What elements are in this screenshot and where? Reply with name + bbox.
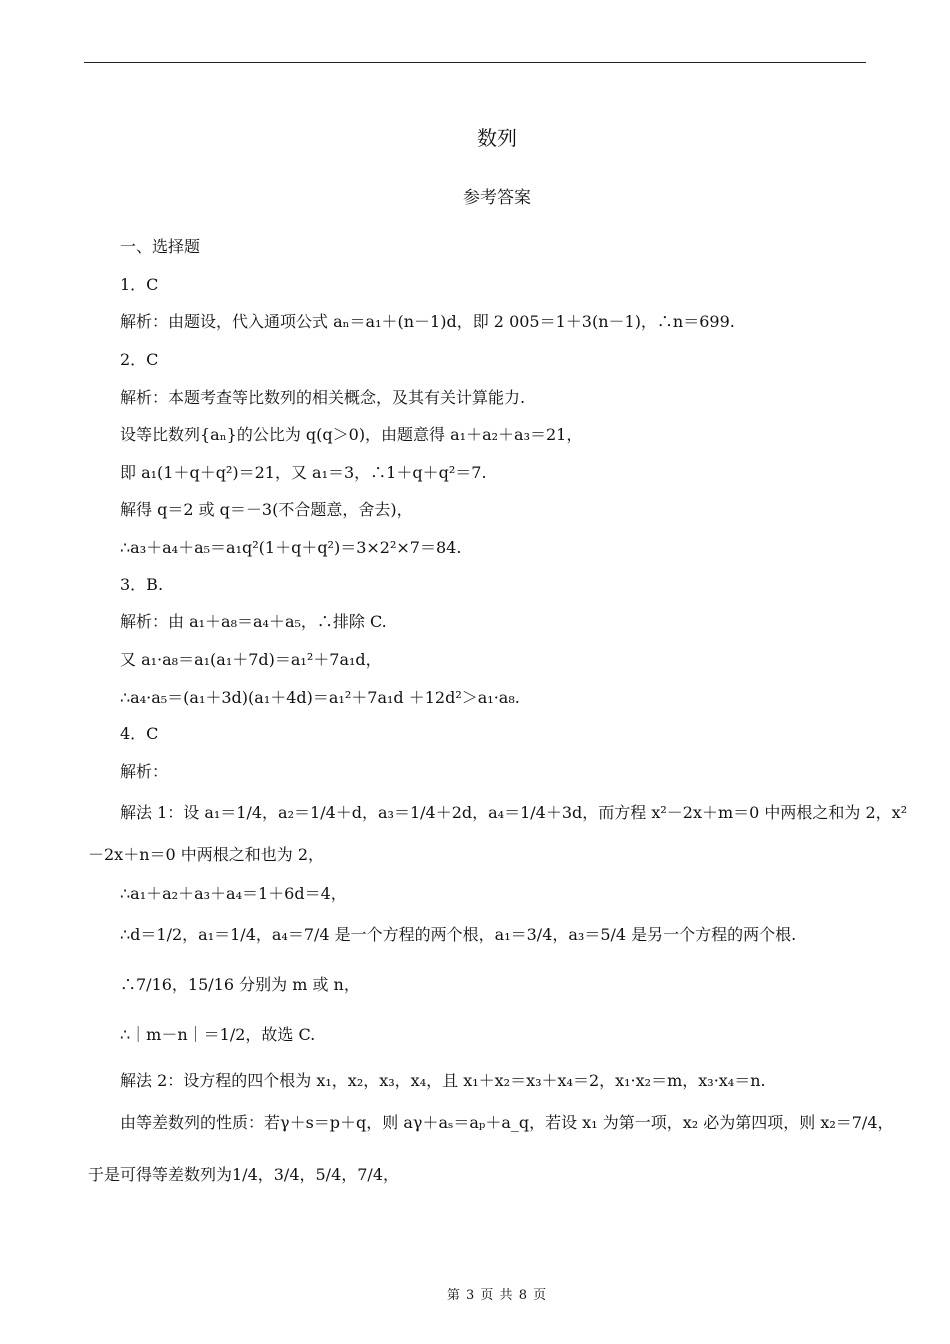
q4-method1-line: ∴d＝1/2，a₁＝1/4，a₄＝7/4 是一个方程的两个根，a₁＝3/4，a₃＝5/4 是另一个方程的两个根. xyxy=(120,925,797,944)
page-footer: 第 3 页 共 8 页 xyxy=(446,1288,548,1303)
page-subtitle: 参考答案 xyxy=(463,188,531,208)
q2-line: 即 a₁(1＋q＋q²)＝21，又 a₁＝3，∴1＋q＋q²＝7. xyxy=(120,463,487,482)
q4-method2-line: 由等差数列的性质：若γ＋s＝p＋q，则 aγ＋aₛ＝aₚ＋a_q，若设 x₁ 为第一项，x₂ 必为第四项，则 x₂＝7/4， xyxy=(120,1113,894,1132)
q2-line: 设等比数列{aₙ}的公比为 q(q＞0)，由题意得 a₁＋a₂＋a₃＝21， xyxy=(120,425,583,444)
q2-answer: 2．C xyxy=(120,350,159,369)
q4-method1-line: ∴a₁＋a₂＋a₃＋a₄＝1＋6d＝4， xyxy=(120,884,347,903)
header-rule xyxy=(84,62,866,63)
q3-line: 解析：由 a₁＋a₈＝a₄＋a₅，∴排除 C. xyxy=(120,612,387,631)
q4-method1-line: 解法 1：设 a₁＝1/4，a₂＝1/4＋d，a₃＝1/4＋2d，a₄＝1/4＋3d，而方程 x²－2x＋m＝0 中两根之和为 2，x² xyxy=(120,803,908,822)
q4-method2-line: 于是可得等差数列为1/4，3/4，5/4，7/4， xyxy=(88,1165,400,1184)
q4-method1-line: ∴｜m－n｜＝1/2，故选 C. xyxy=(120,1025,316,1044)
section-heading: 一、选择题 xyxy=(120,237,201,256)
page-title: 数列 xyxy=(477,126,517,150)
q4-method2-line: 解法 2：设方程的四个根为 x₁，x₂，x₃，x₄，且 x₁＋x₂＝x₃＋x₄＝2，x₁·x₂＝m，x₃·x₄＝n. xyxy=(120,1071,766,1090)
q4-label: 解析： xyxy=(120,762,169,781)
q1-answer: 1．C xyxy=(120,275,159,294)
q3-line: 又 a₁·a₈＝a₁(a₁＋7d)＝a₁²＋7a₁d， xyxy=(120,650,382,669)
q4-method1-line: ∴7/16，15/16 分别为 m 或 n， xyxy=(120,975,360,994)
q2-line: 解析：本题考查等比数列的相关概念，及其有关计算能力. xyxy=(120,388,526,407)
q2-line: 解得 q＝2 或 q＝－3(不合题意，舍去)， xyxy=(120,500,413,519)
q4-method1-line: －2x＋n＝0 中两根之和也为 2， xyxy=(88,845,325,864)
q3-answer: 3．B. xyxy=(120,575,164,594)
q1-explanation: 解析：由题设，代入通项公式 aₙ＝a₁＋(n－1)d，即 2 005＝1＋3(n－1)，∴n＝699. xyxy=(120,312,735,331)
q4-answer: 4．C xyxy=(120,724,159,743)
q3-line: ∴a₄·a₅＝(a₁＋3d)(a₁＋4d)＝a₁²＋7a₁d ＋12d²＞a₁·a₈. xyxy=(120,688,520,707)
q2-line: ∴a₃＋a₄＋a₅＝a₁q²(1＋q＋q²)＝3×2²×7＝84. xyxy=(120,538,462,557)
